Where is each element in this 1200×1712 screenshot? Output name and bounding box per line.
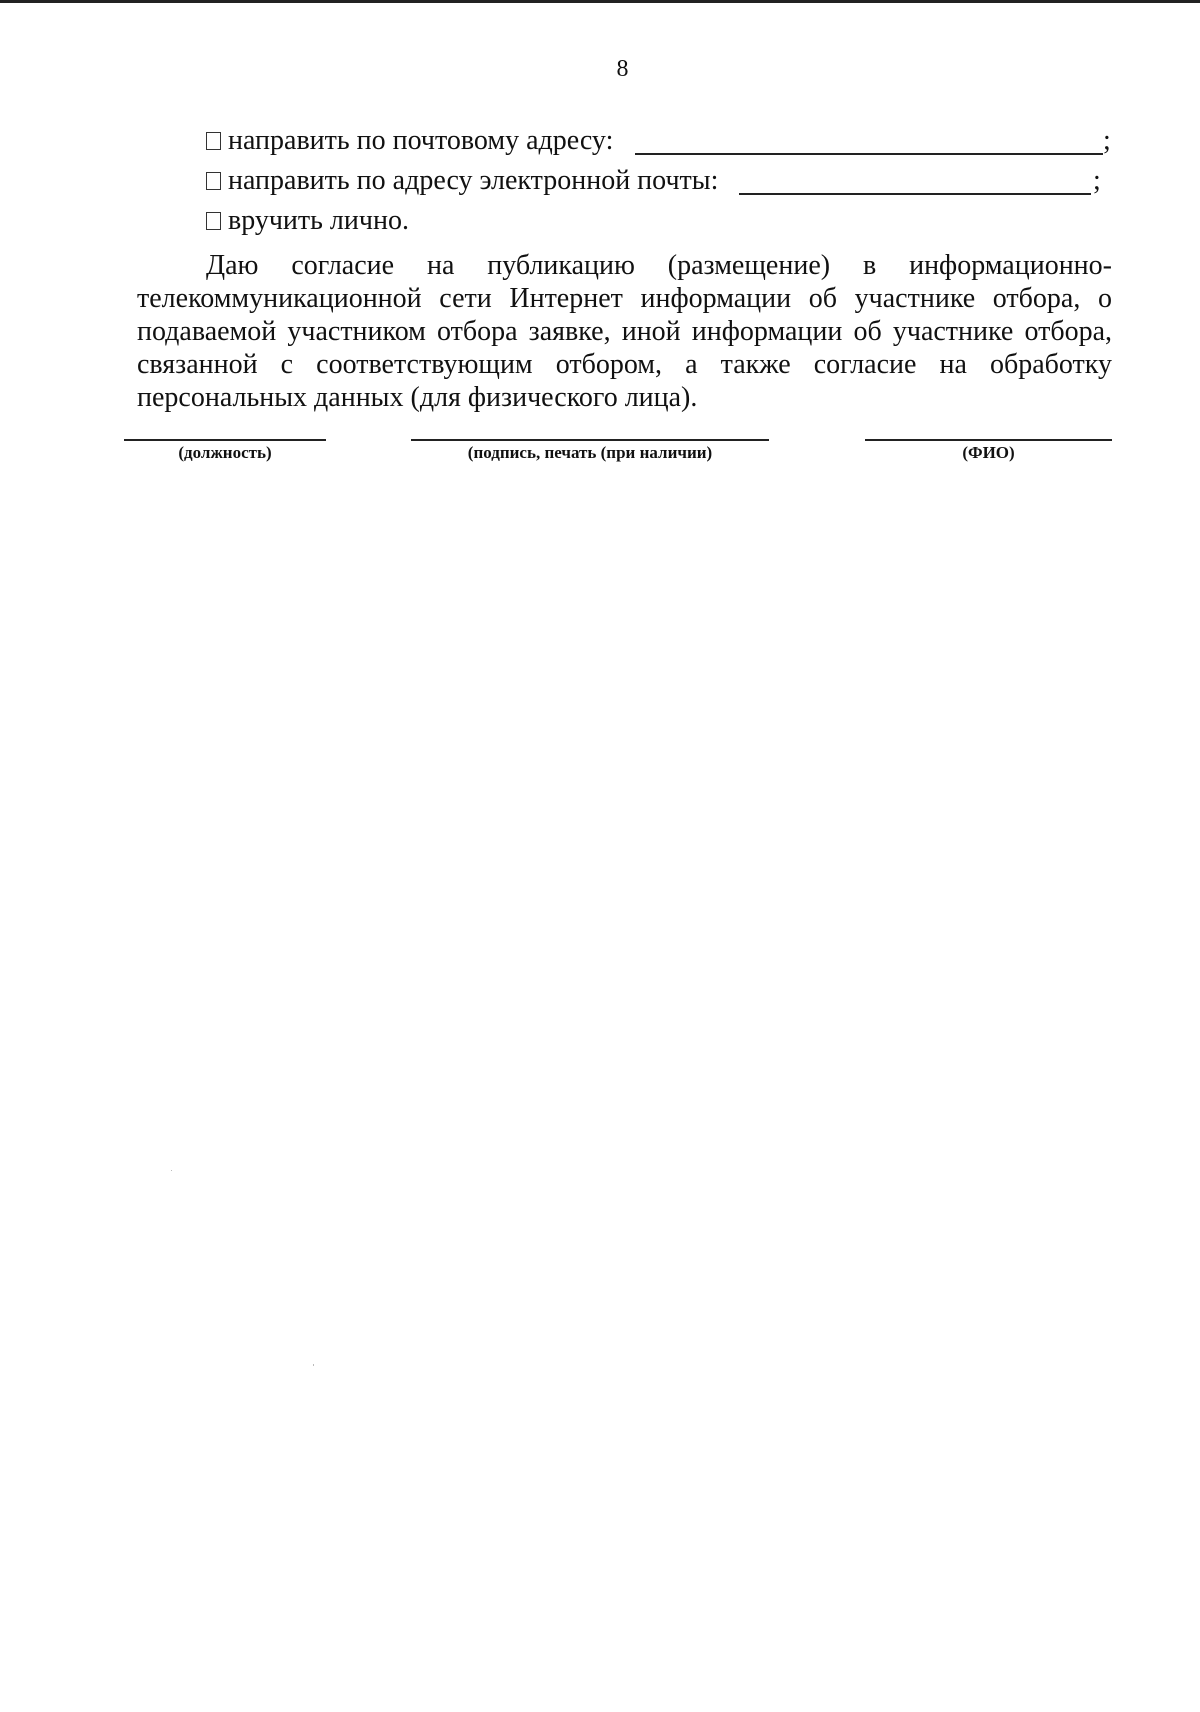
email-checkbox[interactable]: [206, 172, 221, 190]
in-person-checkbox[interactable]: [206, 212, 221, 230]
signature-line[interactable]: [411, 439, 769, 441]
position-line[interactable]: [124, 439, 326, 441]
option-email-label: направить по адресу электронной почты:: [228, 165, 719, 196]
signature-caption: (подпись, печать (при наличии): [467, 443, 713, 462]
scan-speck: [313, 1364, 314, 1366]
option-postal-label: направить по почтовому адресу:: [228, 125, 614, 156]
top-border: [0, 0, 1200, 3]
postal-checkbox[interactable]: [206, 132, 221, 150]
email-address-field[interactable]: [739, 193, 1091, 195]
name-caption: (ФИО): [962, 443, 1015, 462]
name-line[interactable]: [865, 439, 1112, 441]
postal-terminator: ;: [1103, 125, 1111, 156]
page-number: 8: [616, 56, 629, 82]
postal-address-field[interactable]: [635, 153, 1103, 155]
option-postal: [206, 124, 613, 158]
consent-paragraph: Даю согласие на публикацию (размещение) в информационно-телекоммуникационной сети Интернет информации об участнике отбора, о подаваемой участником отбора заявке, иной информации об участнике отбора, связанной с соответствующим отбором, а также согласие на обработку персональных данных (для физического лица).: [137, 250, 1112, 413]
scan-speck: [171, 1170, 172, 1171]
position-caption: (должность): [178, 443, 272, 462]
option-in-person: [206, 204, 409, 238]
email-terminator: ;: [1093, 165, 1101, 196]
option-in-person-label: вручить лично.: [228, 205, 409, 236]
option-email: [206, 164, 718, 198]
